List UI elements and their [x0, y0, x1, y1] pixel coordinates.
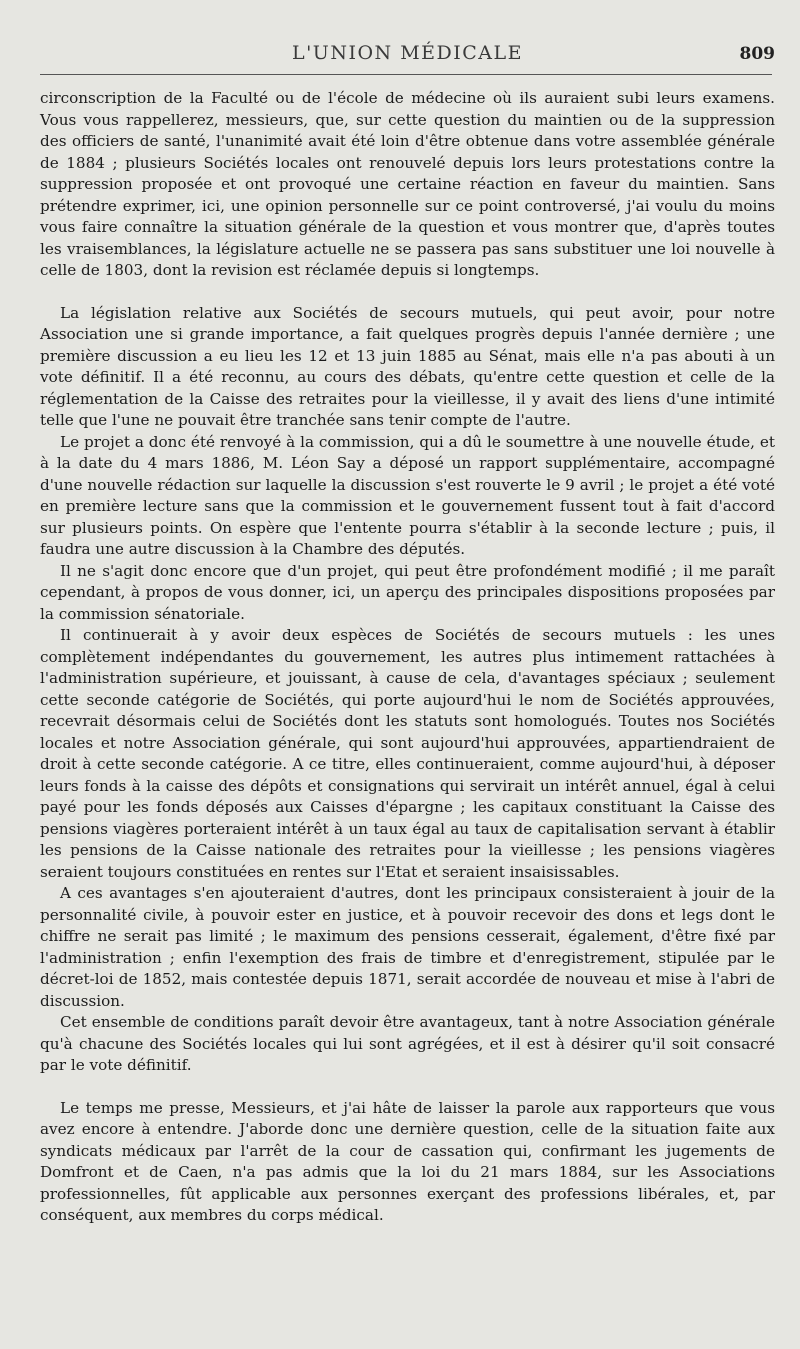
page-header: [40, 42, 775, 72]
paragraph-conclusion: Cet ensemble de conditions paraît devoir être avantageux, tant à notre Association générale qu'à chacune des Sociétés locales qui lui sont agrégées, et il est à désirer qu'il soit consacré par le vote définitif.: [40, 1013, 775, 1074]
paragraph-syndicates: Le temps me presse, Messieurs, et j'ai hâte de laisser la parole aux rapporteurs que vous avez encore à entendre. J'aborde donc une dernière question, celle de la situation faite aux syndicats médicaux par l'arrêt de la cour de cassation qui, confirmant les jugements de Domfront et de Caen, n'a pas admis que la loi du 21 mars 1884, sur les Associations professionnelles, fût applicable aux personnes exerçant des professions libérales, et, par conséquent, aux membres du corps médical.: [40, 1098, 775, 1224]
paragraph-project-overview: Il ne s'agit donc encore que d'un projet, qui peut être profondément modifié ; il me paraît cependant, à propos de vous donner, ici, un aperçu des principales dispositions proposées par la commission sénatoriale.: [40, 561, 775, 623]
page-number: 809: [739, 44, 775, 64]
running-title: L'UNION MÉDICALE: [291, 42, 524, 64]
body-text: [40, 88, 775, 1227]
header-rule: [40, 74, 772, 75]
paragraph-two-kinds: Il continuerait à y avoir deux espèces de Sociétés de secours mutuels : les unes complètement indépendantes du gouvernement, les autres plus intimement rattachées à l'administration supérieure, et jouissant, à cause de cela, d'avantages spéciaux ; seulement cette seconde catégorie de Sociétés, qui porte aujourd'hui le nom de Sociétés approuvées, recevrait désormais celui de Sociétés dont les statuts sont homologués. Toutes nos Sociétés locales et notre Association générale, qui sont aujourd'hui approuvées, appartiendraient de droit à cette seconde catégorie. A ce titre, elles continueraient, comme aujourd'hui, à déposer leurs fonds à la caisse des dépôts et consignations qui servirait un intérêt annuel, égal à celui payé pour les fonds déposés aux Caisses d'épargne ; les capitaux constituant la Caisse des pensions viagères porteraient intérêt à un taux égal au taux de capitalisation servant à établir les pensions de la Caisse nationale des retraites pour la vieillesse ; les pensions viagères seraient toujours constituées en rentes sur l'Etat et seraient insaisissables.: [40, 626, 775, 881]
paragraph-gap: [40, 1077, 775, 1098]
paragraph-continuation: circonscription de la Faculté ou de l'école de médecine où ils auraient subi leurs examens. Vous vous rappellerez, messieurs, que, sur cette question du maintien ou de la suppression des officiers de santé, l'unanimité avait été loin d'être obtenue dans votre assemblée générale de 1884 ; plusieurs Sociétés locales ont renouvelé depuis lors leurs protestations contre la suppression proposée et ont provoqué une certaine réaction en faveur du maintien. Sans prétendre exprimer, ici, une opinion personnelle sur ce point controversé, j'ai voulu du moins vous faire connaître la situation générale de la question et vous montrer que, d'après toutes les vraisemblances, la législature actuelle ne se passera pas sans substituer une loi nouvelle à celle de 1803, dont la revision est réclamée depuis si longtemps.: [40, 89, 775, 279]
paragraph-project-commission: Le projet a donc été renvoyé à la commission, qui a dû le soumettre à une nouvelle étude, et à la date du 4 mars 1886, M. Léon Say a déposé un rapport supplémentaire, accompagné d'une nouvelle rédaction sur laquelle la discussion s'est rouverte le 9 avril ; le projet a été voté en première lecture sans que la commission et le gouvernement fussent tout à fait d'accord sur plusieurs points. On espère que l'entente pourra s'établir à la seconde lecture ; puis, il faudra une autre discussion à la Chambre des députés.: [40, 432, 775, 558]
paragraph-gap: [40, 282, 775, 303]
paragraph-mutual-societies: La législation relative aux Sociétés de secours mutuels, qui peut avoir, pour notre Association une si grande importance, a fait quelques progrès depuis l'année dernière ; une première discussion a eu lieu les 12 et 13 juin 1885 au Sénat, mais elle n'a pas abouti à un vote définitif. Il a été reconnu, au cours des débats, qu'entre cette question et celle de la réglementation de la Caisse des retraites pour la vieillesse, il y avait des liens d'une intimité telle que l'une ne pouvait être tranchée sans tenir compte de l'autre.: [40, 303, 775, 429]
paragraph-advantages: A ces avantages s'en ajouteraient d'autres, dont les principaux consisteraient à jouir de la personnalité civile, à pouvoir ester en justice, et à pouvoir recevoir des dons et legs dont le chiffre ne serait pas limité ; le maximum des pensions cesserait, également, d'être fixé par l'administration ; enfin l'exemption des frais de timbre et d'enregistrement, stipulée par le décret-loi de 1852, mais contestée depuis 1871, serait accordée de nouveau et mise à l'abri de discussion.: [40, 884, 775, 1010]
